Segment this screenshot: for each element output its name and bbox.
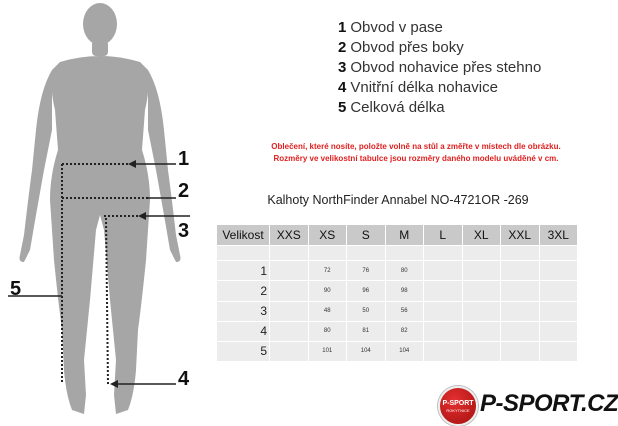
table-cell xyxy=(217,246,270,261)
column-header: 3XL xyxy=(539,225,578,246)
logo-text: P-SPORT.CZ xyxy=(480,390,618,417)
table-cell xyxy=(424,261,463,281)
legend-item: 2 Obvod přes boky xyxy=(338,39,464,56)
logo-badge-icon: P-SPORT ROKYTNICE xyxy=(438,386,478,426)
table-cell xyxy=(539,281,578,301)
table-cell xyxy=(270,301,309,321)
table-cell: 48 xyxy=(308,301,347,321)
column-header: S xyxy=(347,225,386,246)
table-cell xyxy=(462,261,501,281)
product-title: Kalhoty NorthFinder Annabel NO-4721OR -269 xyxy=(267,193,529,207)
table-cell xyxy=(347,246,386,261)
table-cell: 82 xyxy=(385,321,424,341)
marker-3: 3 xyxy=(178,220,190,242)
table-cell xyxy=(462,246,501,261)
table-row xyxy=(217,341,578,361)
legend-item: 5 Celková délka xyxy=(338,99,445,116)
table-cell xyxy=(424,321,463,341)
table-row xyxy=(217,321,578,341)
column-header: Velikost xyxy=(217,225,270,246)
table-cell xyxy=(424,341,463,361)
row-label: 4 xyxy=(217,321,270,341)
table-cell: 72 xyxy=(308,261,347,281)
marker-1: 1 xyxy=(178,148,190,170)
table-row xyxy=(217,261,578,281)
table-cell: 50 xyxy=(347,301,386,321)
table-cell: 76 xyxy=(347,261,386,281)
table-cell: 101 xyxy=(308,341,347,361)
table-row xyxy=(217,301,578,321)
table-cell: 104 xyxy=(347,341,386,361)
table-spacer-row xyxy=(217,246,578,261)
row-label: 3 xyxy=(217,301,270,321)
column-header: XXL xyxy=(501,225,540,246)
table-cell: 80 xyxy=(308,321,347,341)
body-figure xyxy=(0,0,210,424)
table-cell xyxy=(270,246,309,261)
body-silhouette-icon xyxy=(0,0,210,424)
table-row xyxy=(217,281,578,301)
table-cell: 96 xyxy=(347,281,386,301)
table-cell xyxy=(501,261,540,281)
measurement-legend xyxy=(338,18,541,118)
table-header-row xyxy=(217,225,578,246)
column-header: XXS xyxy=(270,225,309,246)
legend-item: 4 Vnitřní délka nohavice xyxy=(338,79,498,96)
table-cell xyxy=(539,301,578,321)
table-cell xyxy=(385,246,424,261)
table-cell xyxy=(539,261,578,281)
marker-2: 2 xyxy=(178,180,190,202)
table-cell xyxy=(501,246,540,261)
measurement-note xyxy=(232,141,600,165)
note-line-1: Oblečení, které nosíte, položte volně na stůl a změřte v místech dle obrázku. xyxy=(271,142,561,151)
table-cell xyxy=(270,261,309,281)
table-cell xyxy=(424,246,463,261)
table-cell xyxy=(501,341,540,361)
legend-item: 3 Obvod nohavice přes stehno xyxy=(338,59,542,76)
table-cell: 104 xyxy=(385,341,424,361)
table-cell: 56 xyxy=(385,301,424,321)
column-header: M xyxy=(385,225,424,246)
table-cell xyxy=(424,281,463,301)
table-cell xyxy=(501,321,540,341)
note-line-2: Rozměry ve velikostní tabulce jsou rozměry daného modelu uváděné v cm. xyxy=(273,154,559,163)
column-header: XL xyxy=(462,225,501,246)
table-cell xyxy=(270,341,309,361)
column-header: XS xyxy=(308,225,347,246)
table-cell: 80 xyxy=(385,261,424,281)
table-cell xyxy=(462,301,501,321)
table-cell: 90 xyxy=(308,281,347,301)
marker-4: 4 xyxy=(178,368,190,390)
size-table xyxy=(216,224,578,362)
row-label: 5 xyxy=(217,341,270,361)
table-cell: 81 xyxy=(347,321,386,341)
table-cell xyxy=(501,301,540,321)
table-cell xyxy=(462,321,501,341)
row-label: 1 xyxy=(217,261,270,281)
p-sport-logo[interactable] xyxy=(432,384,618,424)
table-cell xyxy=(539,246,578,261)
table-cell xyxy=(539,321,578,341)
table-cell: 98 xyxy=(385,281,424,301)
table-cell xyxy=(501,281,540,301)
legend-item: 1 Obvod v pase xyxy=(338,19,443,36)
column-header: L xyxy=(424,225,463,246)
table-cell xyxy=(424,301,463,321)
table-cell xyxy=(539,341,578,361)
table-cell xyxy=(462,281,501,301)
table-cell xyxy=(270,321,309,341)
table-cell xyxy=(462,341,501,361)
table-cell xyxy=(270,281,309,301)
table-cell xyxy=(308,246,347,261)
marker-5: 5 xyxy=(10,278,22,300)
row-label: 2 xyxy=(217,281,270,301)
